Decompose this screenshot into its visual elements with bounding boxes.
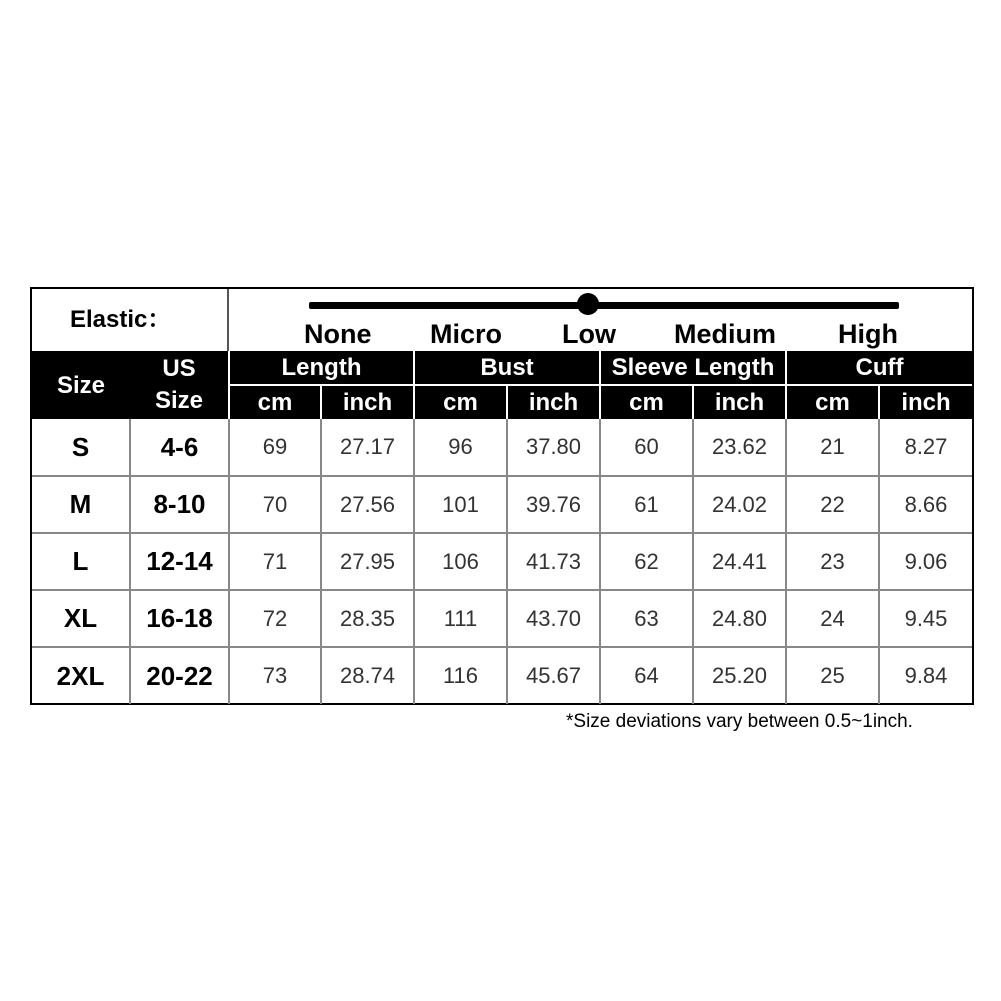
measurement-cell: 72: [229, 590, 321, 647]
measurement-cell: 62: [600, 533, 693, 590]
size-cell: S: [71, 431, 90, 462]
measurement-cell: 9.06: [879, 533, 972, 590]
header-unit: inch: [321, 385, 414, 419]
measurement-cell: 63: [600, 590, 693, 647]
header-unit: inch: [879, 385, 972, 419]
measurement-cell: 41.73: [507, 533, 600, 590]
measurement-cell: 24.80: [693, 590, 786, 647]
measurement-cell: 25: [786, 647, 879, 704]
elastic-level-none: None: [304, 319, 372, 349]
size-cell: L: [32, 533, 130, 590]
measurement-cell: 111: [414, 590, 507, 647]
elastic-level-high: High: [838, 319, 898, 349]
measurement-cell: 69: [229, 419, 321, 476]
elastic-scale-row: [32, 289, 972, 351]
table-row: [32, 590, 972, 647]
header-unit: cm: [786, 385, 879, 419]
size-table: [32, 351, 972, 704]
measurement-cell: 23.62: [693, 419, 786, 476]
header-length: Length: [229, 351, 414, 385]
measurement-cell: 96: [414, 419, 507, 476]
measurement-cell: 37.80: [507, 419, 600, 476]
measurement-cell: 28.35: [321, 590, 414, 647]
table-row: [32, 476, 972, 533]
size-cell: 2XL: [32, 647, 130, 704]
elastic-level-medium: Medium: [674, 319, 777, 349]
elastic-label: Elastic：: [32, 289, 229, 351]
measurement-cell: 43.70: [507, 590, 600, 647]
header-us-size-line2: Size: [154, 387, 204, 414]
header-us-size-line1: US: [162, 355, 196, 382]
us-size-cell: 12-14: [130, 533, 229, 590]
size-deviation-note: *Size deviations vary between 0.5~1inch.: [566, 711, 913, 732]
measurement-cell: 70: [229, 476, 321, 533]
measurement-cell: 25.20: [693, 647, 786, 704]
header-us-size: [130, 351, 229, 419]
us-size-cell: 8-10: [130, 476, 229, 533]
measurement-cell: 9.84: [879, 647, 972, 704]
measurement-cell: 73: [229, 647, 321, 704]
measurement-cell: 116: [414, 647, 507, 704]
table-row: [32, 533, 972, 590]
measurement-cell: 24.02: [693, 476, 786, 533]
header-size: Size: [32, 351, 130, 419]
header-unit: cm: [414, 385, 507, 419]
us-size-cell: 16-18: [130, 590, 229, 647]
measurement-cell: 27.56: [321, 476, 414, 533]
measurement-cell: 106: [414, 533, 507, 590]
elastic-scale-marker: [577, 293, 599, 315]
measurement-cell: 60: [600, 419, 693, 476]
elastic-level-micro: Micro: [430, 319, 503, 349]
header-unit: cm: [600, 385, 693, 419]
measurement-cell: 27.17: [321, 419, 414, 476]
header-unit: inch: [693, 385, 786, 419]
us-size-cell: 20-22: [130, 647, 229, 704]
size-chart: [30, 287, 974, 705]
measurement-cell: 21: [786, 419, 879, 476]
table-row: [32, 419, 972, 476]
measurement-cell: 71: [229, 533, 321, 590]
table-row: [32, 647, 972, 704]
elastic-scale-line: [309, 302, 899, 309]
measurement-cell: 24: [786, 590, 879, 647]
measurement-cell: 101: [414, 476, 507, 533]
size-cell: XL: [32, 590, 130, 647]
measurement-cell: 39.76: [507, 476, 600, 533]
elastic-level-low: Low: [562, 319, 616, 349]
measurement-cell: 9.45: [879, 590, 972, 647]
header-sleeve-length: Sleeve Length: [600, 351, 786, 385]
header-unit: cm: [229, 385, 321, 419]
measurement-cell: 28.74: [321, 647, 414, 704]
measurement-cell: 22: [786, 476, 879, 533]
us-size-cell: 4-6: [130, 419, 229, 476]
header-unit: inch: [507, 385, 600, 419]
header-bust: Bust: [414, 351, 600, 385]
header-cuff: Cuff: [786, 351, 972, 385]
measurement-cell: 45.67: [507, 647, 600, 704]
measurement-cell: 27.95: [321, 533, 414, 590]
measurement-cell: 24.41: [693, 533, 786, 590]
measurement-cell: 61: [600, 476, 693, 533]
measurement-cell: 64: [600, 647, 693, 704]
measurement-cell: 23: [786, 533, 879, 590]
measurement-cell: 8.27: [879, 419, 972, 476]
measurement-cell: 8.66: [879, 476, 972, 533]
size-cell: M: [32, 476, 130, 533]
